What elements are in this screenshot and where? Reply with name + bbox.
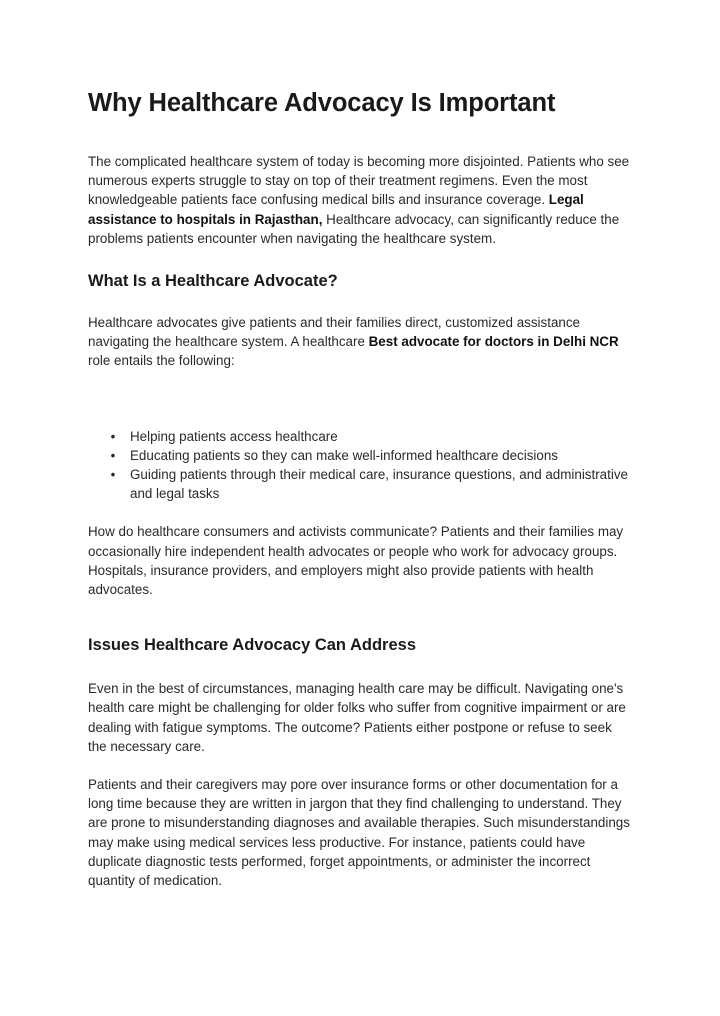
issues-paragraph-2: Patients and their caregivers may pore over insurance forms or other documentation for a long time because they are written in jargon that they find challenging to understand. They are prone to misunderstanding diagnoses and available therapies. Such misunderstandings may make using medical services less productive. For instance, patients could have duplicate diagnostic tests performed, forget appointments, or administer the incorrect quantity of medication. xyxy=(88,777,630,889)
section-heading-issues: Issues Healthcare Advocacy Can Address xyxy=(88,636,417,655)
bullet-icon: • xyxy=(110,428,116,444)
list-item xyxy=(108,446,634,465)
communication-paragraph: How do healthcare consumers and activists communicate? Patients and their families may occasionally hire independent health advocates or people who work for advocacy groups. Hospitals, insurance providers, and employers might also provide patients with health advocates. xyxy=(88,524,624,598)
advocate-bold-text: Best advocate for doctors in Delhi NCR xyxy=(368,334,619,350)
advocate-text-2: role entails the following: xyxy=(88,353,235,369)
advocate-paragraph xyxy=(88,313,634,371)
advocate-text-1: Healthcare advocates give patients and their families direct, customized assistance navigating the healthcare system. A healthcare xyxy=(88,315,580,350)
intro-bold-link-text: Legal assistance to hospitals in Rajasthan, xyxy=(88,192,584,227)
list-item xyxy=(108,427,634,446)
bullet-icon: • xyxy=(110,447,116,463)
list-item-text: Guiding patients through their medical care, insurance questions, and administrative and legal tasks xyxy=(130,467,628,502)
issues-paragraph-1: Even in the best of circumstances, managing health care may be difficult. Navigating one's health care might be challenging for older folks who suffer from cognitive impairment or are dealing with fatigue symptoms. The outcome? Patients either postpone or refuse to seek the necessary care. xyxy=(88,681,626,754)
intro-text-1: The complicated healthcare system of today is becoming more disjointed. Patients who see numerous experts struggle to stay on top of their treatment regimens. Even the most knowledgeable patients face confusing medical bills and insurance coverage. xyxy=(88,154,630,208)
intro-paragraph xyxy=(88,152,634,248)
list-item-text: Helping patients access healthcare xyxy=(130,428,338,444)
page-title: Why Healthcare Advocacy Is Important xyxy=(88,89,556,117)
bullet-icon: • xyxy=(110,467,116,483)
list-item xyxy=(108,465,634,503)
intro-text-2: Healthcare advocacy, can significantly reduce the problems patients encounter when navigating the healthcare system. xyxy=(88,211,620,246)
section-heading-what-is-advocate: What Is a Healthcare Advocate? xyxy=(88,272,338,291)
list-item-text: Educating patients so they can make well-informed healthcare decisions xyxy=(130,447,558,463)
role-bullet-list xyxy=(88,427,634,504)
